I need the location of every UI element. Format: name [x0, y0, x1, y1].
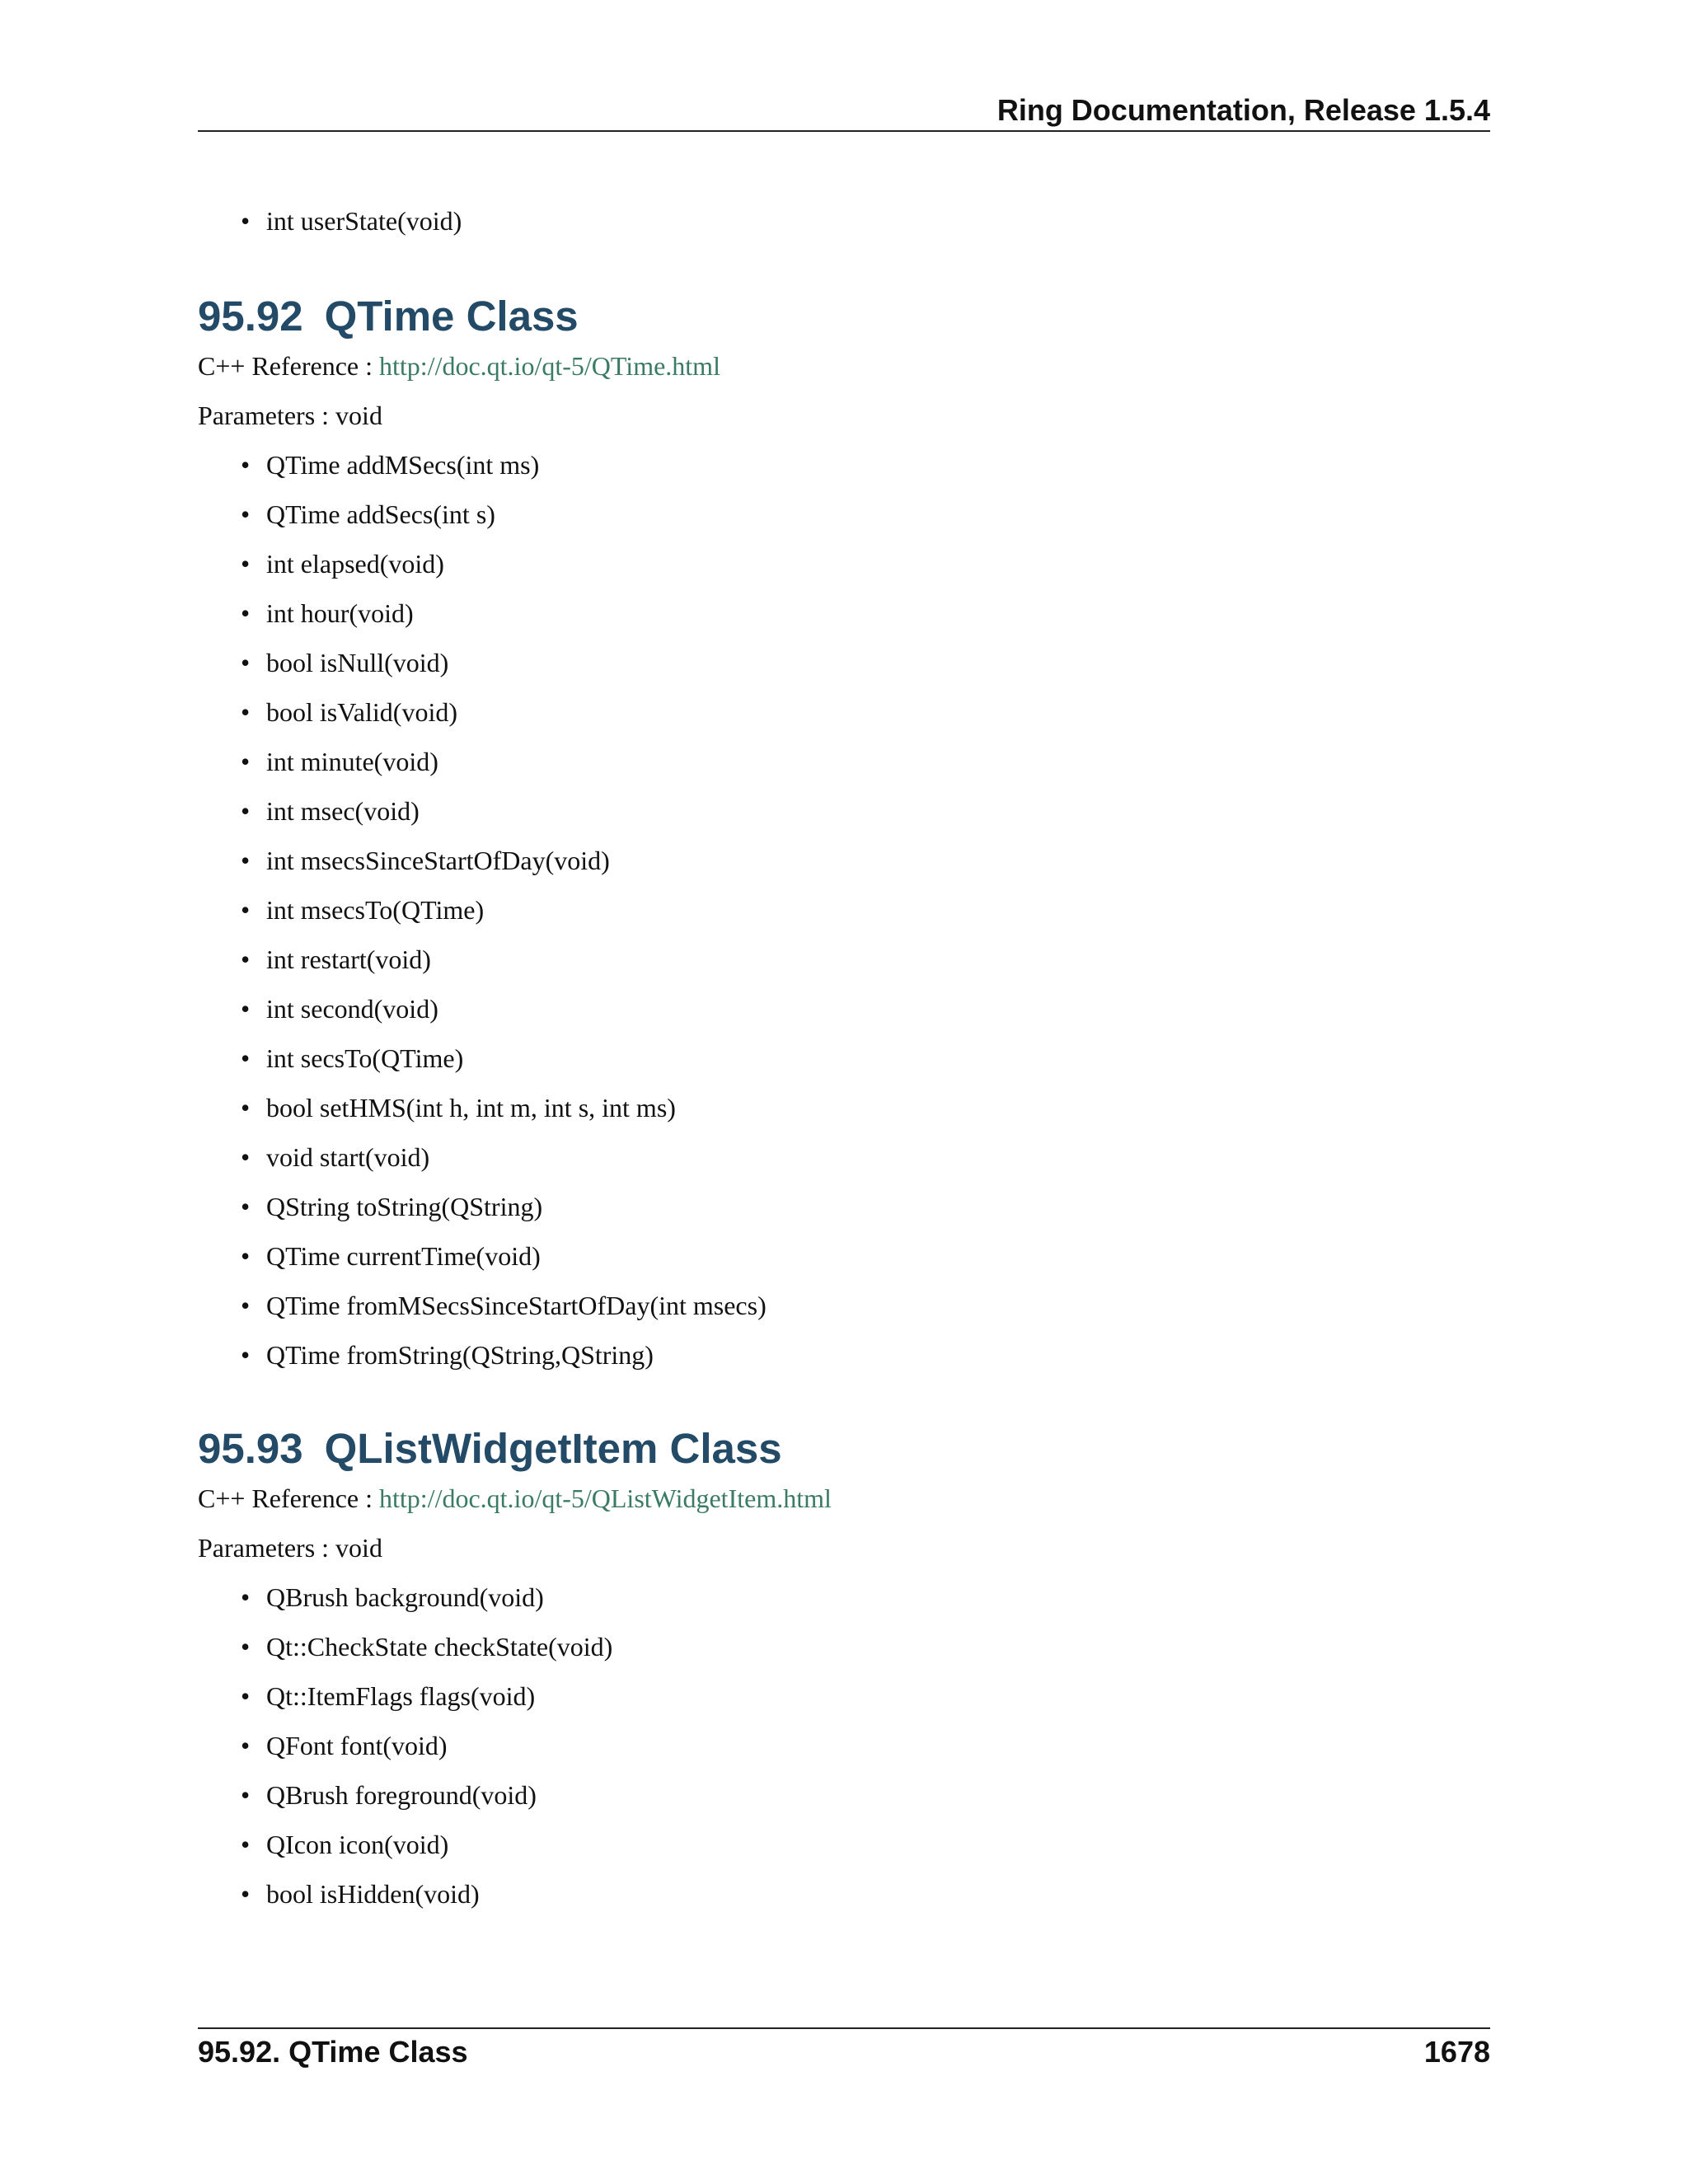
list-item: • QFont font(void)	[241, 1721, 1490, 1770]
section-title: QTime Class	[324, 293, 579, 340]
header-divider	[198, 130, 1490, 132]
footer-section: 95.92. QTime Class	[198, 2035, 468, 2069]
list-item: • Qt::ItemFlags flags(void)	[241, 1671, 1490, 1721]
list-item: • bool isNull(void)	[241, 638, 1490, 687]
list-item: • void start(void)	[241, 1132, 1490, 1182]
list-item: • Qt::CheckState checkState(void)	[241, 1622, 1490, 1671]
section-number: 95.92	[198, 293, 303, 340]
parameters-line: Parameters : void	[198, 401, 382, 430]
list-item: • int msec(void)	[241, 786, 1490, 836]
reference-label: C++ Reference :	[198, 1483, 379, 1513]
list-item: • QIcon icon(void)	[241, 1820, 1490, 1869]
reference-link[interactable]: http://doc.qt.io/qt-5/QListWidgetItem.html	[379, 1483, 832, 1513]
list-item: • int msecsSinceStartOfDay(void)	[241, 836, 1490, 885]
list-item: • QBrush foreground(void)	[241, 1770, 1490, 1820]
qtime-method-list	[198, 440, 1490, 1380]
list-item: • QTime fromMSecsSinceStartOfDay(int msecs)	[241, 1281, 1490, 1330]
list-item: • QTime addSecs(int s)	[241, 490, 1490, 539]
list-item: • int userState(void)	[241, 196, 1490, 246]
list-item: • bool isHidden(void)	[241, 1869, 1490, 1919]
section-number: 95.93	[198, 1425, 303, 1472]
list-item: • int hour(void)	[241, 588, 1490, 638]
page-number: 1678	[1423, 2035, 1490, 2069]
previous-method-list	[198, 196, 1490, 246]
parameters-line: Parameters : void	[198, 1533, 382, 1563]
list-item: • QTime fromString(QString,QString)	[241, 1330, 1490, 1380]
list-item: • QTime addMSecs(int ms)	[241, 440, 1490, 490]
list-item: • int msecsTo(QTime)	[241, 885, 1490, 935]
cpp-reference-line	[198, 341, 1490, 391]
list-item: • int second(void)	[241, 984, 1490, 1033]
reference-link[interactable]: http://doc.qt.io/qt-5/QTime.html	[379, 351, 720, 381]
section-heading-qtime	[198, 292, 1490, 341]
list-item: • int restart(void)	[241, 935, 1490, 984]
reference-label: C++ Reference :	[198, 351, 379, 381]
list-item: • bool isValid(void)	[241, 687, 1490, 737]
list-item: • QString toString(QString)	[241, 1182, 1490, 1231]
document-page	[198, 0, 1490, 2184]
page-content	[198, 196, 1490, 1919]
list-item: • int elapsed(void)	[241, 539, 1490, 588]
cpp-reference-line	[198, 1474, 1490, 1523]
section-title: QListWidgetItem Class	[324, 1425, 782, 1472]
list-item: • QTime currentTime(void)	[241, 1231, 1490, 1281]
qlistwidgetitem-method-list	[198, 1572, 1490, 1919]
list-item: • QBrush background(void)	[241, 1572, 1490, 1622]
list-item: • bool setHMS(int h, int m, int s, int ms)	[241, 1083, 1490, 1132]
running-header: Ring Documentation, Release 1.5.4	[996, 93, 1490, 127]
section-heading-qlistwidgetitem	[198, 1424, 1490, 1474]
list-item: • int secsTo(QTime)	[241, 1033, 1490, 1083]
list-item: • int minute(void)	[241, 737, 1490, 786]
footer-divider	[198, 2027, 1490, 2029]
